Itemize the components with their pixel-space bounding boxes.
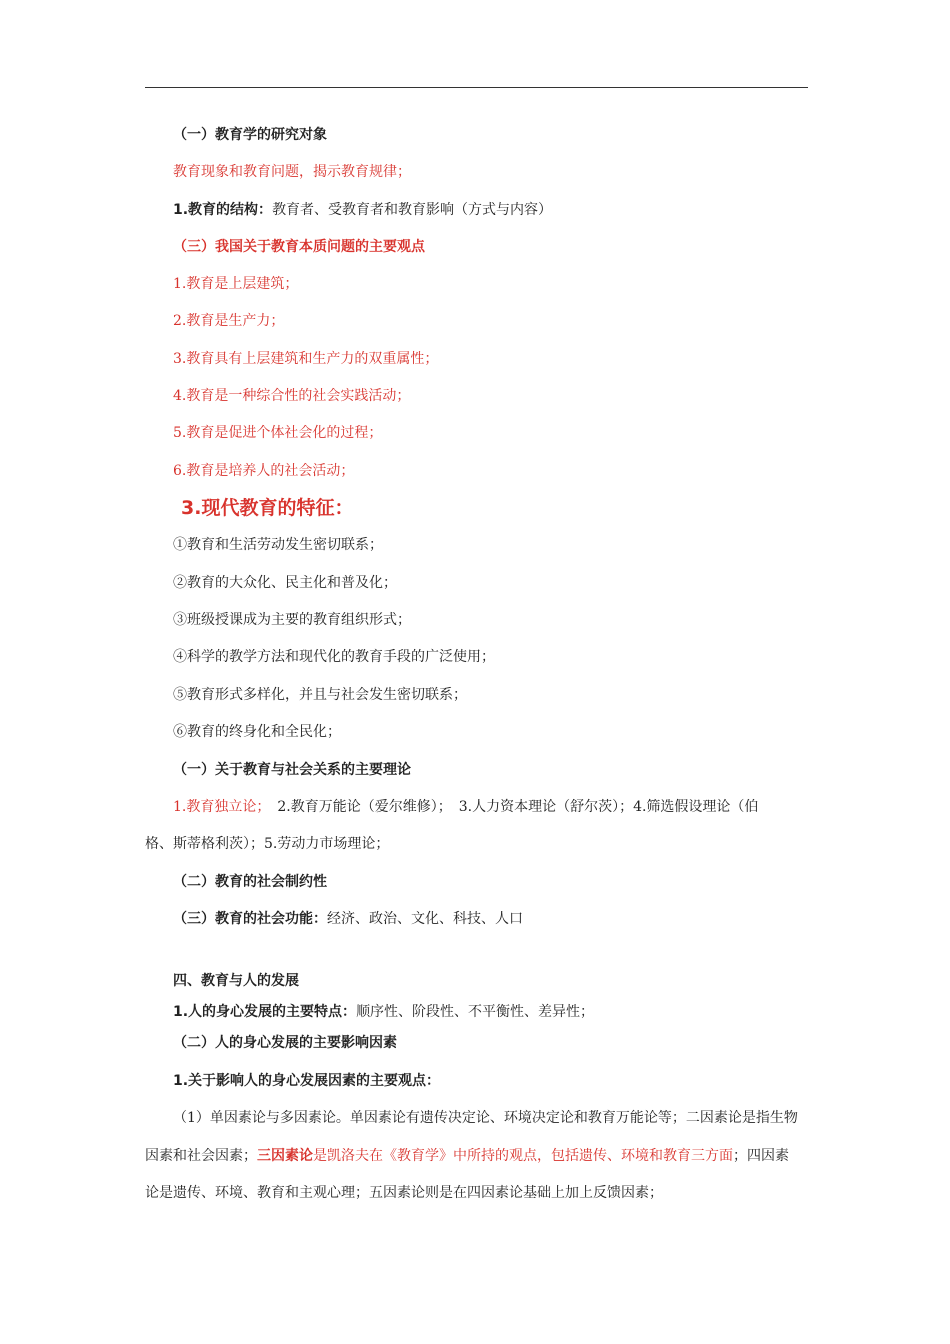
development-features-line: [173, 1002, 594, 1022]
modern-item: ⑥教育的终身化和全民化；: [173, 724, 341, 740]
section-title-research-object: （一）教育学的研究对象: [173, 127, 327, 143]
theory-line-1: [173, 797, 758, 817]
view-item: 3.教育具有上层建筑和生产力的双重属性；: [173, 351, 439, 367]
view-item: 4.教育是一种综合性的社会实践活动；: [173, 388, 411, 404]
factor-views-title: 1.关于影响人的身心发展因素的主要观点：: [173, 1073, 441, 1089]
modern-item: ①教育和生活劳动发生密切联系；: [173, 537, 383, 553]
view-item: 5.教育是促进个体社会化的过程；: [173, 425, 383, 441]
factor-text-a: 因素和社会因素；: [145, 1148, 257, 1164]
education-structure-label: 1.教育的结构：: [173, 202, 273, 218]
header-rule: [145, 87, 808, 88]
modern-item: ②教育的大众化、民主化和普及化；: [173, 575, 397, 591]
theory-independent: 1.教育独立论；: [173, 799, 264, 815]
development-features-label: 1.人的身心发展的主要特点：: [173, 1004, 357, 1020]
view-item: 6.教育是培养人的社会活动；: [173, 463, 355, 479]
factor-text-d: ；四因素: [733, 1148, 789, 1164]
section-title-influence-factors: （二）人的身心发展的主要影响因素: [173, 1035, 397, 1051]
social-function-line: [173, 909, 523, 929]
social-function-label: （三）教育的社会功能：: [173, 911, 327, 927]
factor-paragraph-line-1: （1）单因素论与多因素论。单因素论有遗传决定论、环境决定论和教育万能论等；二因素论是指生物: [173, 1110, 798, 1126]
development-features-text: 顺序性、阶段性、不平衡性、差异性；: [356, 1004, 595, 1020]
view-item: 1.教育是上层建筑；: [173, 276, 299, 292]
modern-education-heading: 3.现代教育的特征：: [181, 497, 354, 519]
factor-paragraph-line-2: [145, 1146, 789, 1166]
factor-paragraph-line-3: 论是遗传、环境、教育和主观心理；五因素论则是在四因素论基础上加上反馈因素；: [145, 1185, 663, 1201]
modern-item: ④科学的教学方法和现代化的教育手段的广泛使用；: [173, 649, 495, 665]
section-title-essence-views: （三）我国关于教育本质问题的主要观点: [173, 239, 425, 255]
modern-item: ⑤教育形式多样化，并且与社会发生密切联系；: [173, 687, 467, 703]
view-item: 2.教育是生产力；: [173, 313, 285, 329]
three-factor-term: 三因素论: [257, 1148, 313, 1164]
social-function-text: 经济、政治、文化、科技、人口: [327, 911, 523, 927]
theory-line-2: 格、斯蒂格利茨）；5.劳动力市场理论；: [145, 836, 390, 852]
education-structure-text: 教育者、受教育者和教育影响（方式与内容）: [272, 202, 553, 218]
modern-item: ③班级授课成为主要的教育组织形式；: [173, 612, 411, 628]
three-factor-explanation: 是凯洛夫在《教育学》中所持的观点，包括遗传、环境和教育三方面: [313, 1148, 733, 1164]
part-four-title: 四、教育与人的发展: [173, 973, 299, 989]
section-title-social-constraint: （二）教育的社会制约性: [173, 874, 327, 890]
research-object-text: 教育现象和教育问题，揭示教育规律；: [173, 164, 411, 180]
education-structure-line: [173, 200, 552, 220]
theory-rest-1: 2.教育万能论（爱尔维修）； 3.人力资本理论（舒尔茨）；4.筛选假设理论（伯: [263, 799, 759, 815]
section-title-society-theory: （一）关于教育与社会关系的主要理论: [173, 762, 411, 778]
